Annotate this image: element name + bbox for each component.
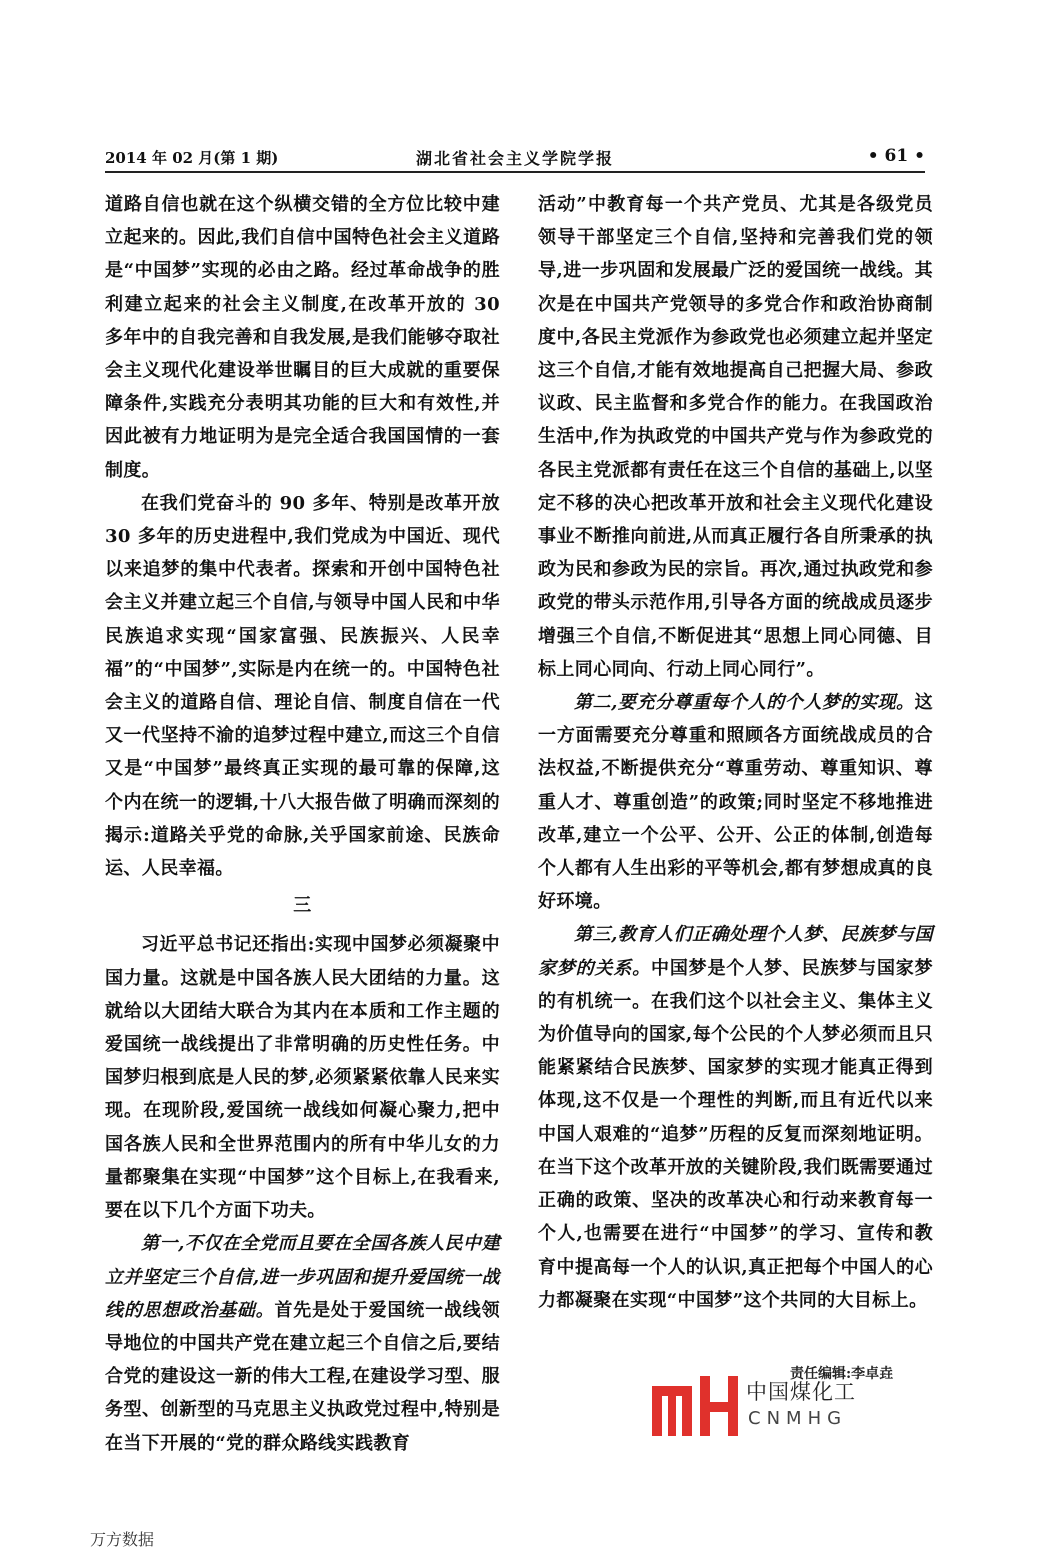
point-body: 这一方面需要充分尊重和照顾各方面统战成员的合法权益,不断提供充分“尊重劳动、尊重知识、尊重人才、尊重创造”的政策;同时坚定不移地推进改革,建立一个公平、公开、公正的体制,创造每个人都有人生出彩的平等机会,都有梦想成真的良好环境。 (538, 692, 933, 913)
watermark-logo (650, 1368, 890, 1436)
section-heading: 三 (293, 895, 312, 917)
paragraph: 习近平总书记还指出:实现中国梦必须凝聚中国力量。这就是中国各族人民大团结的力量。这就给以大团结大联合为其内在本质和工作主题的爱国统一战线提出了非常明确的历史性任务。中国梦归根到底是人民的梦,必须紧紧依靠人民来实现。在现阶段,爱国统一战线如何凝心聚力,把中国各族人民和全世界范围内的所有中华儿女的力量都聚集在实现“中国梦”这个目标上,在我看来,要在以下几个方面下功夫。 (105, 934, 500, 1222)
source-watermark: 万方数据 (90, 1530, 155, 1549)
watermark-cn: 中国煤化工 (746, 1380, 856, 1404)
page-header (105, 143, 925, 173)
point-heading: 第一,不仅在全党而且要在全国各族人民中建立并坚定三个自信,进一步巩固和提升爱国统一战线的思想政治基础。 (105, 1233, 500, 1321)
paragraph (538, 686, 933, 918)
point-heading: 第三,教育人们正确处理个人梦、民族梦与国家梦的关系。 (538, 924, 933, 979)
paragraph (538, 918, 933, 1316)
left-column (105, 188, 500, 1460)
paragraph: 道路自信也就在这个纵横交错的全方位比较中建立起来的。因此,我们自信中国特色社会主义道路是“中国梦”实现的必由之路。经过革命战争的胜利建立起来的社会主义制度,在改革开放的 30 多年中的自我完善和自我发展,是我们能够夺取社会主义现代化建设举世瞩目的巨大成就的重要保障条件,实践充分表明其功能的巨大和有效性,并因此被有力地证明为是完全适合我国国情的一套制度。 (105, 194, 500, 481)
cnmhg-logo-icon (650, 1376, 742, 1436)
point-heading: 第二,要充分尊重每个人的个人梦的实现。 (574, 692, 915, 714)
paragraph (105, 1227, 500, 1459)
right-column (538, 188, 933, 1317)
point-body: 中国梦是个人梦、民族梦与国家梦的有机统一。在我们这个以社会主义、集体主义为价值导向的国家,每个公民的个人梦必须而且只能紧紧结合民族梦、国家梦的实现才能真正得到体现,这不仅是一个理性的判断,而且有近代以来中国人艰难的“追梦”历程的反复而深刻地证明。在当下这个改革开放的关键阶段,我们既需要通过正确的政策、坚决的改革决心和行动来教育每一个人,也需要在进行“中国梦”的学习、宣传和教育中提高每一个人的认识,真正把每个中国人的心力都凝聚在实现“中国梦”这个共同的大目标上。 (538, 957, 933, 1311)
paragraph: 在我们党奋斗的 90 多年、特别是改革开放 30 多年的历史进程中,我们党成为中国近、现代以来追梦的集中代表者。探索和开创中国特色社会主义并建立起三个自信,与领导中国人民和中华民族追求实现“国家富强、民族振兴、人民幸福”的“中国梦”,实际是内在统一的。中国特色社会主义的道路自信、理论自信、制度自信在一代又一代坚持不渝的追梦过程中建立,而这三个自信又是“中国梦”最终真正实现的最可靠的保障,这个内在统一的逻辑,十八大报告做了明确而深刻的揭示:道路关乎党的命脉,关乎国家前途、民族命运、人民幸福。 (105, 492, 500, 880)
journal-title: 湖北省社会主义学院学报 (415, 149, 614, 168)
paragraph: 活动”中教育每一个共产党员、尤其是各级党员领导干部坚定三个自信,坚持和完善我们党的领导,进一步巩固和发展最广泛的爱国统一战线。其次是在中国共产党领导的多党合作和政治协商制度中,各民主党派作为参政党也必须建立起并坚定这三个自信,才能有效地提高自己把握大局、参政议政、民主监督和多党合作的能力。在我国政治生活中,作为执政党的中国共产党与作为参政党的各民主党派都有责任在这三个自信的基础上,以坚定不移的决心把改革开放和社会主义现代化建设事业不断推向前进,从而真正履行各自所秉承的执政为民和参政为民的宗旨。再次,通过执政党和参政党的带头示范作用,引导各方面的统战成员逐步增强三个自信,不断促进其“思想上同心同德、目标上同心同向、行动上同心同行”。 (538, 194, 933, 680)
point-body: 首先是处于爱国统一战线领导地位的中国共产党在建立起三个自信之后,要结合党的建设这一新的伟大工程,在建设学习型、服务型、创新型的马克思主义执政党过程中,特别是在当下开展的“党的群众路线实践教育 (105, 1299, 500, 1454)
editor-credit: 责任编辑:李卓垚 (790, 1366, 894, 1382)
page-number: • 61 • (867, 146, 925, 166)
issue-date: 2014 年 02 月(第 1 期) (105, 149, 279, 167)
watermark-en: CNMHG (748, 1408, 848, 1429)
